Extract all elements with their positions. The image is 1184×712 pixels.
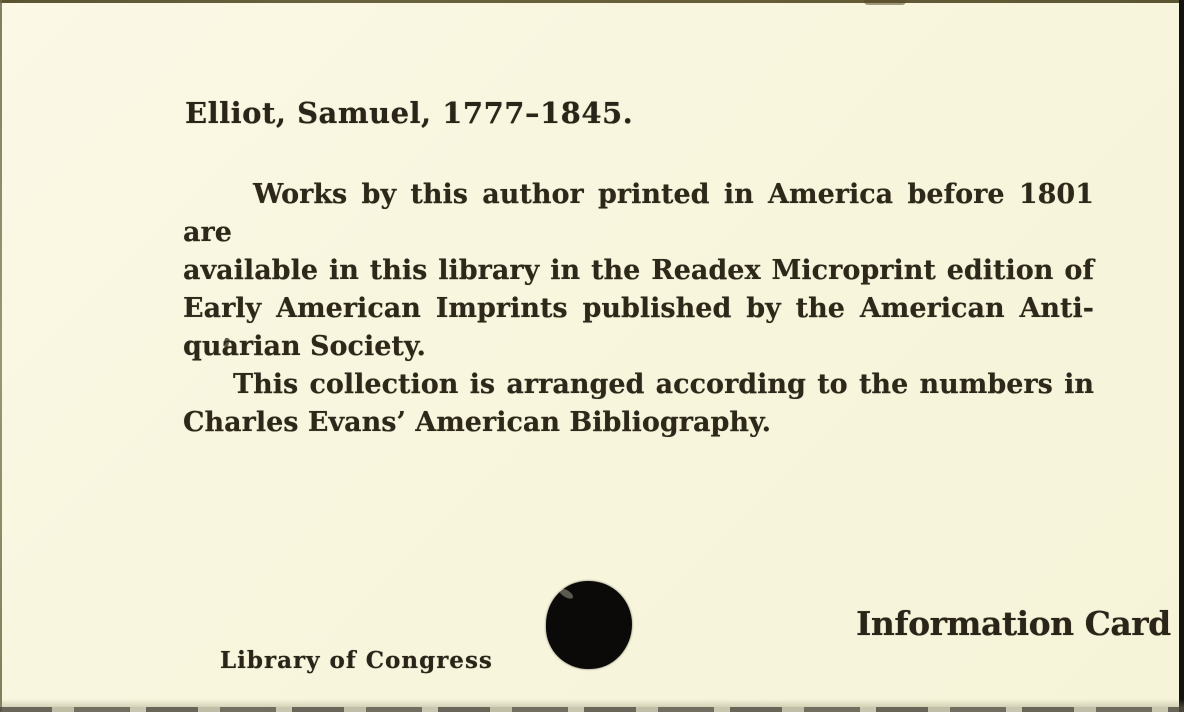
card-right-edge xyxy=(1179,0,1184,712)
card-top-edge xyxy=(0,0,1184,3)
library-of-congress-label: Library of Congress xyxy=(220,647,493,674)
body-line: quarian Society. xyxy=(183,331,426,362)
body-line: Charles Evans’ American Bibliography. xyxy=(183,407,771,438)
body-line: Works by this author printed in America before 1801 are xyxy=(183,179,1094,248)
card-body xyxy=(183,176,1094,442)
ink-smudge xyxy=(864,0,906,5)
card-bottom-edge xyxy=(0,707,1184,712)
author-heading: Elliot, Samuel, 1777–1845. xyxy=(185,96,634,130)
body-line: This collection is arranged according to the numbers in xyxy=(233,369,1094,400)
card-left-edge xyxy=(0,0,2,712)
body-line: available in this library in the Readex Microprint edition of xyxy=(183,255,1094,286)
body-line: Early American Imprints published by the American Anti- xyxy=(183,293,1094,324)
information-card-label: Information Card xyxy=(856,604,1171,643)
hole-punch-mark xyxy=(546,581,632,669)
card-bottom-shadow xyxy=(0,699,1184,707)
